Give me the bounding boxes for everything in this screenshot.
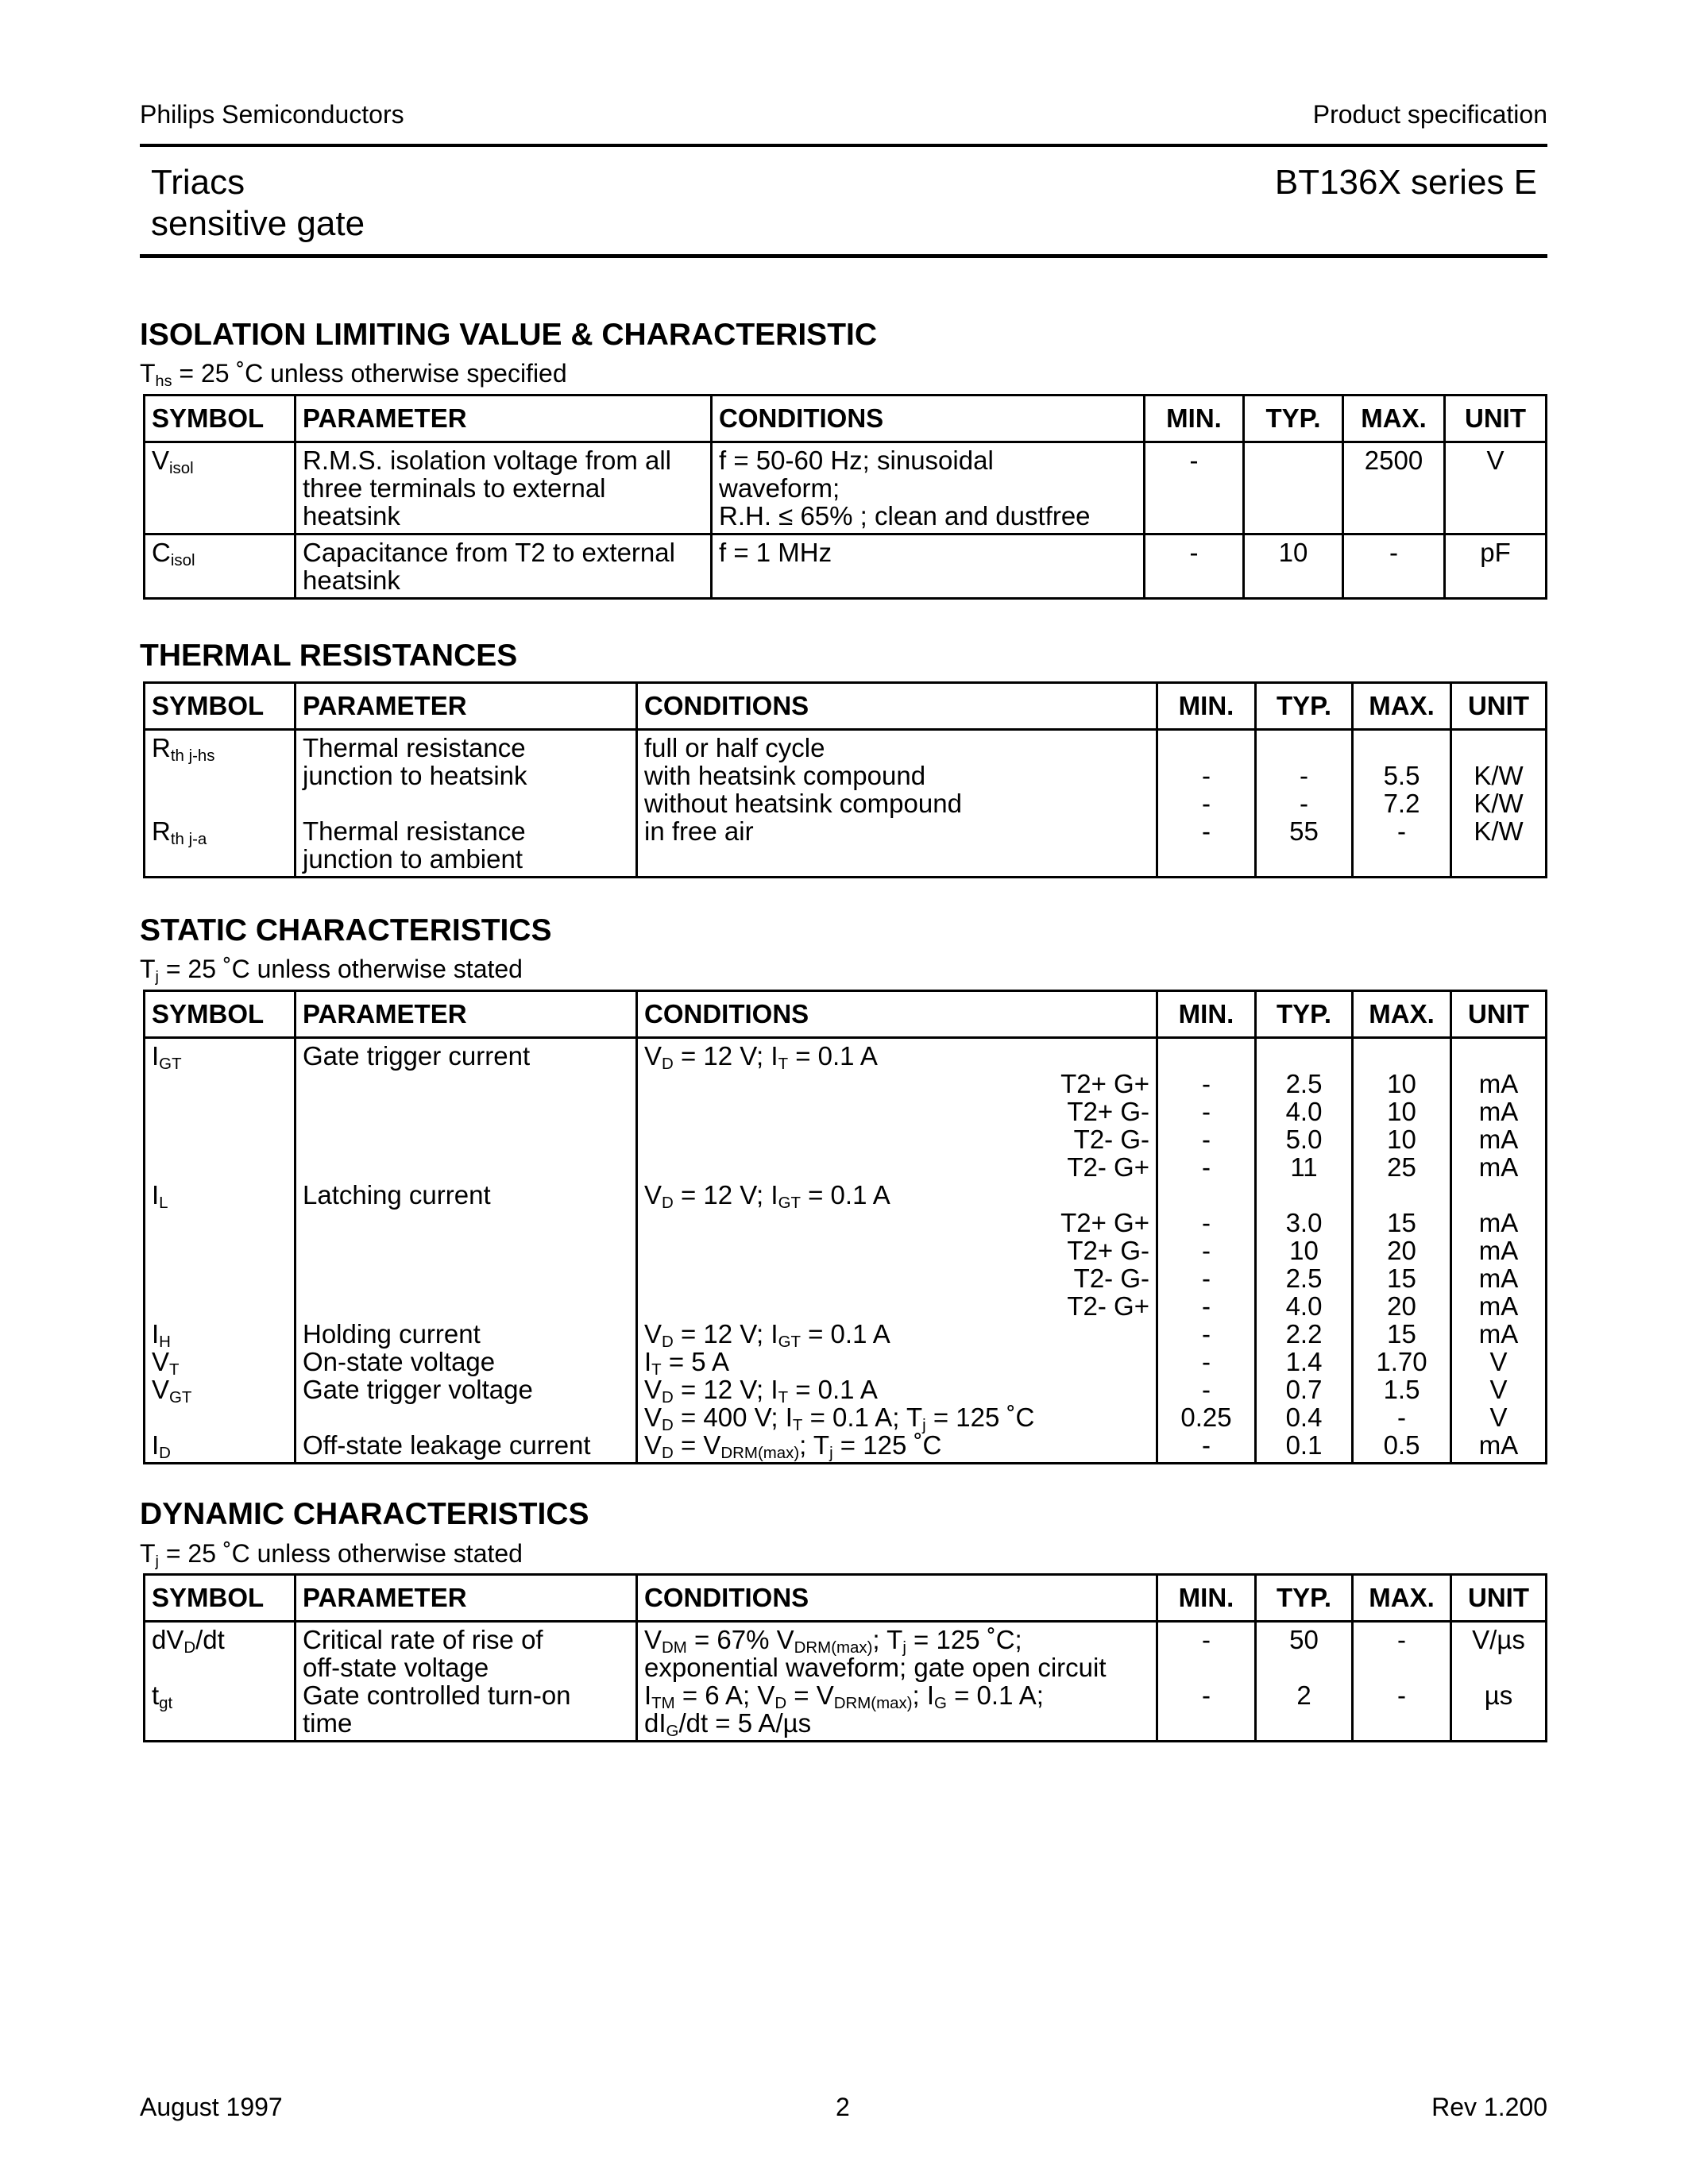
symbol: V (152, 1347, 170, 1376)
condition-line: $V_{DM} = 67\%$ $V_{DRM(max)}$; $T_j = 125$ ˚C; (644, 1625, 1022, 1657)
product-title-line1: Triacs (151, 163, 245, 202)
unit-value: mA (1478, 1236, 1519, 1265)
table-header-row (145, 683, 1547, 730)
unit-value: pF (1480, 538, 1511, 567)
typ-value: - (1300, 789, 1308, 818)
min-value: - (1202, 1375, 1211, 1404)
quadrant-label: T2+ G+ (1060, 1208, 1149, 1237)
unit-value: mA (1478, 1069, 1519, 1098)
condition-line: exponential waveform; gate open circuit (644, 1653, 1107, 1682)
product-title-line2: sensitive gate (151, 204, 365, 243)
max-value: 2500 (1364, 446, 1423, 475)
min-value: - (1202, 1319, 1211, 1349)
table-row (145, 1622, 1547, 1742)
min-value: - (1202, 1236, 1211, 1265)
typ-value: 50 (1289, 1625, 1319, 1654)
col-typ: TYP. (1256, 683, 1353, 730)
note-symbol: T (140, 1539, 156, 1568)
quadrant-label: T2- G+ (1067, 1291, 1149, 1321)
max-cell (1353, 1622, 1451, 1742)
symbol-cell (145, 534, 295, 599)
symbol-subscript: GT (169, 1388, 192, 1407)
parameter-line: Critical rate of rise of (303, 1625, 543, 1654)
col-conditions: CONDITIONS (637, 991, 1157, 1038)
max-value: 15 (1387, 1264, 1416, 1293)
min-value: - (1202, 1430, 1211, 1460)
typ-cell (1256, 1622, 1353, 1742)
min-value: 0.25 (1180, 1403, 1232, 1432)
max-value: 7.2 (1383, 789, 1420, 818)
thermal-heading: THERMAL RESISTANCES (140, 639, 518, 673)
col-min: MIN. (1157, 1575, 1256, 1622)
note-text: = 25 ˚C unless otherwise specified (172, 359, 567, 388)
symbol-subscript: isol (170, 551, 195, 570)
min-value: - (1202, 1097, 1211, 1126)
col-unit: UNIT (1451, 683, 1547, 730)
col-unit: UNIT (1445, 396, 1547, 442)
max-value: 15 (1387, 1319, 1416, 1349)
col-symbol: SYMBOL (145, 683, 295, 730)
symbol-subscript: GT (159, 1055, 182, 1074)
unit-value: mA (1478, 1319, 1519, 1349)
typ-cell (1256, 1038, 1353, 1464)
parameter-cell (295, 534, 712, 599)
condition-line: f = 50-60 Hz; sinusoidal (719, 446, 994, 475)
note-symbol: T (140, 359, 156, 388)
parameter-line (303, 789, 629, 817)
col-parameter: PARAMETER (295, 991, 637, 1038)
unit-value: mA (1478, 1208, 1519, 1237)
symbol-subscript: H (159, 1333, 171, 1352)
parameter-line: three terminals to external (303, 473, 606, 503)
typ-value: 2.5 (1285, 1069, 1323, 1098)
dynamic-table (143, 1573, 1547, 1742)
typ-value: 4.0 (1285, 1291, 1323, 1321)
col-typ: TYP. (1256, 1575, 1353, 1622)
max-cell (1343, 534, 1445, 599)
symbol-cell (145, 1622, 295, 1742)
condition-line: $V_D = 12$ V; $I_T = 0.1$ A (644, 1041, 878, 1074)
condition-line: $V_D = 12$ V; $I_{GT} = 0.1$ A (644, 1319, 890, 1352)
parameter-line: off-state voltage (303, 1653, 489, 1682)
quadrant-label: T2- G- (1073, 1264, 1149, 1293)
condition-line: waveform; (719, 473, 840, 503)
symbol: R (152, 816, 171, 846)
condition-line: in free air (644, 816, 754, 846)
typ-cell (1244, 442, 1343, 534)
quadrant-label: T2+ G+ (1060, 1069, 1149, 1098)
max-cell (1353, 730, 1451, 878)
condition-line: with heatsink compound (644, 761, 926, 790)
col-conditions: CONDITIONS (712, 396, 1145, 442)
max-value: - (1397, 816, 1406, 846)
min-cell (1145, 442, 1244, 534)
max-value: 20 (1387, 1236, 1416, 1265)
typ-value: 2 (1296, 1680, 1311, 1710)
max-value: 10 (1387, 1069, 1416, 1098)
min-value: - (1202, 1208, 1211, 1237)
static-table (143, 990, 1547, 1464)
min-value: - (1189, 446, 1199, 475)
note-subscript: j (155, 1552, 159, 1570)
min-value: - (1202, 1264, 1211, 1293)
static-heading: STATIC CHARACTERISTICS (140, 913, 552, 947)
col-unit: UNIT (1451, 991, 1547, 1038)
unit-value: V (1489, 1403, 1508, 1432)
max-value: - (1397, 1680, 1406, 1710)
quadrant-label: T2+ G- (1067, 1236, 1149, 1265)
max-cell (1353, 1038, 1451, 1464)
typ-value: 4.0 (1285, 1097, 1323, 1126)
typ-value: 5.0 (1285, 1125, 1323, 1154)
min-value: - (1202, 816, 1211, 846)
symbol-cell (145, 1038, 295, 1464)
col-unit: UNIT (1451, 1575, 1547, 1622)
max-value: 0.5 (1383, 1430, 1420, 1460)
unit-value: V (1489, 1375, 1508, 1404)
col-max: MAX. (1353, 991, 1451, 1038)
unit-value: V/µs (1472, 1625, 1525, 1654)
max-value: - (1397, 1403, 1406, 1432)
symbol-cell (145, 730, 295, 878)
thermal-table (143, 681, 1547, 878)
symbol: R (152, 733, 171, 762)
company-name: Philips Semiconductors (140, 100, 404, 129)
note-text: = 25 ˚C unless otherwise stated (158, 955, 523, 983)
condition-line: $V_D = 400$ V; $I_T = 0.1$ A; $T_j = 125$ ˚C (644, 1403, 1035, 1435)
isolation-table (143, 394, 1547, 600)
conditions-cell (637, 1038, 1157, 1464)
note-subscript: j (155, 967, 159, 986)
symbol: I (152, 1180, 160, 1210)
parameter-line: Gate trigger voltage (303, 1375, 533, 1404)
typ-cell (1244, 534, 1343, 599)
table-header-row (145, 991, 1547, 1038)
parameter-line: R.M.S. isolation voltage from all (303, 446, 672, 475)
min-value: - (1202, 789, 1211, 818)
col-typ: TYP. (1244, 396, 1343, 442)
max-value: 1.5 (1383, 1375, 1420, 1404)
typ-value: 3.0 (1285, 1208, 1323, 1237)
typ-value: 0.7 (1285, 1375, 1323, 1404)
dynamic-heading: DYNAMIC CHARACTERISTICS (140, 1497, 589, 1531)
min-value: - (1202, 1125, 1211, 1154)
isolation-note (140, 359, 567, 388)
col-min: MIN. (1145, 396, 1244, 442)
col-max: MAX. (1353, 1575, 1451, 1622)
table-header-row (145, 1575, 1547, 1622)
conditions-cell (712, 442, 1145, 534)
header-rule-top (140, 144, 1547, 147)
symbol: C (152, 538, 171, 567)
max-value: 1.70 (1376, 1347, 1427, 1376)
symbol: $dV_D/dt$ (152, 1625, 225, 1657)
parameter-cell (295, 442, 712, 534)
typ-value: 55 (1289, 816, 1319, 846)
document-type: Product specification (1312, 100, 1547, 129)
col-symbol: SYMBOL (145, 396, 295, 442)
parameter-line: heatsink (303, 501, 400, 531)
unit-value: K/W (1474, 789, 1524, 818)
min-value: - (1202, 1069, 1211, 1098)
col-symbol: SYMBOL (145, 1575, 295, 1622)
max-value: 5.5 (1383, 761, 1420, 790)
max-value: 10 (1387, 1125, 1416, 1154)
parameter-line: Thermal resistance (303, 816, 526, 846)
symbol: I (152, 1041, 160, 1071)
footer-date: August 1997 (140, 2093, 283, 2121)
symbol-subscript: D (159, 1444, 171, 1463)
table-row (145, 442, 1547, 534)
parameter-cell (295, 1038, 637, 1464)
max-value: - (1389, 538, 1398, 567)
table-row (145, 1038, 1547, 1464)
unit-value: K/W (1474, 816, 1524, 846)
col-parameter: PARAMETER (295, 1575, 637, 1622)
symbol: V (152, 1375, 170, 1404)
min-cell (1157, 730, 1256, 878)
typ-value: 11 (1290, 1152, 1318, 1182)
conditions-cell (637, 730, 1157, 878)
note-subscript: hs (155, 372, 172, 390)
min-value: - (1202, 1291, 1211, 1321)
table-header-row (145, 396, 1547, 442)
col-max: MAX. (1343, 396, 1445, 442)
conditions-cell (637, 1622, 1157, 1742)
symbol: $t_{gt}$ (152, 1680, 173, 1713)
condition-line: $V_D = V_{DRM(max)}$; $T_j = 125$ ˚C (644, 1430, 942, 1463)
unit-value: mA (1478, 1125, 1519, 1154)
max-value: 20 (1387, 1291, 1416, 1321)
col-symbol: SYMBOL (145, 991, 295, 1038)
typ-cell (1256, 730, 1353, 878)
quadrant-label: T2- G+ (1067, 1152, 1149, 1182)
typ-value: 10 (1278, 538, 1308, 567)
unit-value: mA (1478, 1264, 1519, 1293)
condition-line: without heatsink compound (644, 789, 962, 818)
static-note (140, 955, 523, 984)
header-rule-bottom (140, 254, 1547, 258)
unit-cell (1451, 1038, 1547, 1464)
symbol-subscript: th j-hs (170, 747, 215, 766)
unit-cell (1451, 1622, 1547, 1742)
typ-value: 2.5 (1285, 1264, 1323, 1293)
unit-value: K/W (1474, 761, 1524, 790)
parameter-line: Thermal resistance (303, 733, 526, 762)
parameter-cell (295, 1622, 637, 1742)
condition-line: $I_T = 5$ A (644, 1347, 729, 1379)
max-value: - (1397, 1625, 1406, 1654)
col-min: MIN. (1157, 683, 1256, 730)
conditions-cell (712, 534, 1145, 599)
unit-value: mA (1478, 1291, 1519, 1321)
col-max: MAX. (1353, 683, 1451, 730)
product-title (151, 162, 365, 245)
condition-line: f = 1 MHz (719, 538, 832, 567)
min-cell (1157, 1038, 1256, 1464)
symbol: I (152, 1430, 160, 1460)
parameter-line: On-state voltage (303, 1347, 496, 1376)
typ-value: 1.4 (1285, 1347, 1323, 1376)
parameter-line: Gate controlled turn-on (303, 1680, 571, 1710)
unit-value: V (1486, 446, 1505, 475)
parameter-line: junction to ambient (303, 844, 523, 874)
parameter-line: Off-state leakage current (303, 1430, 591, 1460)
note-symbol: T (140, 955, 156, 983)
unit-cell (1445, 534, 1547, 599)
min-value: - (1202, 1625, 1211, 1654)
table-row (145, 534, 1547, 599)
typ-value: - (1300, 761, 1308, 790)
unit-value: V (1489, 1347, 1508, 1376)
isolation-heading: ISOLATION LIMITING VALUE & CHARACTERISTIC (140, 318, 878, 352)
unit-value: mA (1478, 1152, 1519, 1182)
footer-revision: Rev 1.200 (1431, 2093, 1547, 2121)
symbol-cell (145, 442, 295, 534)
parameter-cell (295, 730, 637, 878)
condition-line: R.H. ≤ 65% ; clean and dustfree (719, 501, 1091, 531)
parameter-line: Gate trigger current (303, 1041, 531, 1071)
note-text: = 25 ˚C unless otherwise stated (158, 1539, 523, 1568)
symbol-subscript: th j-a (170, 830, 207, 849)
min-value: - (1202, 1680, 1211, 1710)
min-cell (1145, 534, 1244, 599)
symbol-subscript: L (159, 1194, 168, 1213)
condition-line: $V_D = 12$ V; $I_T = 0.1$ A (644, 1375, 878, 1407)
col-parameter: PARAMETER (295, 396, 712, 442)
symbol: V (152, 446, 170, 475)
symbol: I (152, 1319, 160, 1349)
typ-value: 10 (1289, 1236, 1319, 1265)
part-number: BT136X series E (1274, 163, 1537, 202)
unit-value: µs (1484, 1680, 1513, 1710)
unit-value: mA (1478, 1430, 1519, 1460)
parameter-line: Holding current (303, 1319, 481, 1349)
typ-value: 2.2 (1285, 1319, 1323, 1349)
symbol-subscript: isol (169, 459, 194, 478)
parameter-line: Capacitance from T2 to external (303, 538, 675, 567)
col-min: MIN. (1157, 991, 1256, 1038)
quadrant-label: T2- G- (1073, 1125, 1149, 1154)
parameter-line: Latching current (303, 1180, 491, 1210)
min-cell (1157, 1622, 1256, 1742)
condition-line: $I_{TM} = 6$ A; $V_D = V_{DRM(max)}$; $I_G = 0.1$ A; (644, 1680, 1044, 1713)
typ-value: 0.1 (1285, 1430, 1323, 1460)
col-conditions: CONDITIONS (637, 683, 1157, 730)
typ-value: 0.4 (1285, 1403, 1323, 1432)
min-value: - (1202, 761, 1211, 790)
dynamic-note (140, 1539, 523, 1569)
parameter-line: time (303, 1708, 353, 1738)
max-cell (1343, 442, 1445, 534)
col-typ: TYP. (1256, 991, 1353, 1038)
parameter-line: heatsink (303, 565, 400, 595)
min-value: - (1189, 538, 1199, 567)
col-parameter: PARAMETER (295, 683, 637, 730)
table-row (145, 730, 1547, 878)
min-value: - (1202, 1347, 1211, 1376)
unit-cell (1445, 442, 1547, 534)
min-value: - (1202, 1152, 1211, 1182)
max-value: 25 (1387, 1152, 1416, 1182)
condition-line: full or half cycle (644, 733, 825, 762)
condition-line: $V_D = 12$ V; $I_{GT} = 0.1$ A (644, 1180, 890, 1213)
max-value: 10 (1387, 1097, 1416, 1126)
condition-line: $dI_G/dt = 5$ A/µs (644, 1708, 812, 1741)
parameter-line: junction to heatsink (303, 761, 527, 790)
quadrant-label: T2+ G- (1067, 1097, 1149, 1126)
symbol-subscript: T (169, 1360, 180, 1379)
footer-page-number: 2 (836, 2093, 850, 2121)
unit-value: mA (1478, 1097, 1519, 1126)
unit-cell (1451, 730, 1547, 878)
col-conditions: CONDITIONS (637, 1575, 1157, 1622)
max-value: 15 (1387, 1208, 1416, 1237)
